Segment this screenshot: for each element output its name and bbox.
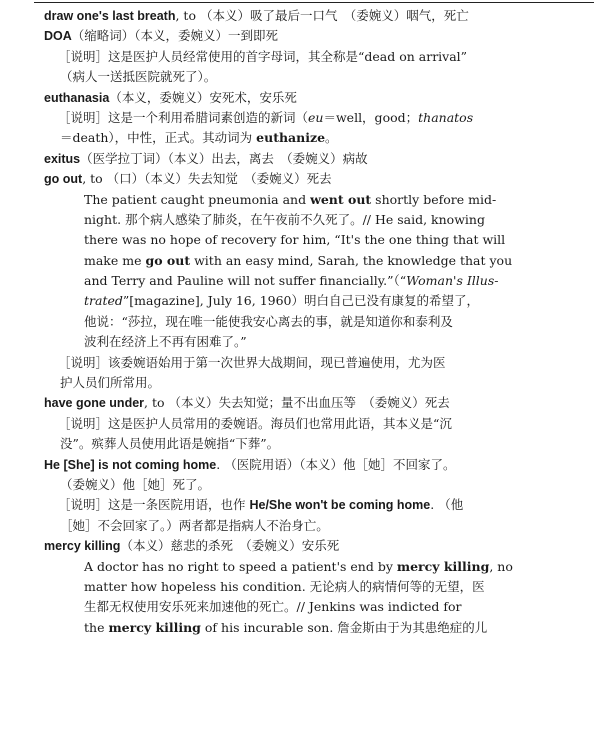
example-line (0, 271, 609, 291)
dictionary-entry (0, 26, 609, 87)
text-segment: of his incurable son. 詹金斯由于为其患绝症的儿 (200, 619, 488, 635)
example-line (0, 230, 609, 250)
example-line (0, 557, 609, 577)
text-segment: , to （本义）吸了最后一口气 （委婉义）咽气，死亡 (175, 8, 469, 23)
example-line (0, 597, 609, 617)
text-segment: night. 那个病人感染了肺炎，在午夜前不久死了。// He said, knowing (84, 211, 485, 227)
text-segment: the (84, 619, 109, 635)
text-segment: ＝death），中性，正式。其动词为 (60, 130, 257, 146)
headword: go out (44, 172, 83, 187)
usage-note-line (0, 414, 609, 434)
italic-term: eu (308, 109, 324, 125)
dictionary-entry (0, 6, 609, 26)
text-segment: ［说明］这是一个利用希腊词素创造的新词（ (58, 109, 309, 125)
text-segment: （委婉义）他［她］死了。 (60, 476, 211, 492)
text-segment: （医学拉丁词）（本义）出去，离去 （委婉义）病故 (80, 150, 368, 166)
example-line (0, 312, 609, 332)
usage-note-line (0, 475, 609, 495)
text-segment: 。 (325, 130, 338, 146)
text-segment: matter how hopeless his condition. 无论病人的病情何等的无望，医 (84, 578, 485, 594)
usage-note-line (0, 128, 609, 148)
dictionary-entry (0, 536, 609, 638)
text-segment: and Terry and Pauline will not suffer financially.”（“ (84, 273, 407, 289)
usage-note-line (0, 353, 609, 373)
text-segment: （本义）慈悲的杀死 （委婉义）安乐死 (120, 538, 340, 554)
text-segment: 护人员们所常用。 (60, 375, 161, 391)
dictionary-entry (0, 169, 609, 393)
text-segment: . （他 (430, 497, 464, 513)
text-segment: make me (84, 252, 146, 268)
bold-term: go out (145, 252, 191, 268)
example-line (0, 210, 609, 230)
example-line (0, 190, 609, 210)
text-segment: 没”。殡葬人员使用此语是婉指“下葬”。 (60, 436, 280, 452)
text-segment: shortly before mid- (371, 191, 497, 207)
dictionary-entry (0, 88, 609, 149)
bold-term: mercy killing (108, 619, 201, 635)
headword: euthanasia (44, 90, 110, 105)
italic-term: trated (84, 293, 123, 309)
dictionary-entry (0, 393, 609, 454)
entries-body (0, 6, 609, 638)
text-segment: A doctor has no right to speed a patient's end by (84, 558, 397, 574)
bold-term: went out (310, 191, 372, 207)
usage-note-line (0, 67, 609, 87)
text-segment: . （医院用语）（本义）他［她］不回家了。 (216, 456, 456, 472)
entry-headline (0, 149, 609, 169)
text-segment: with an easy mind, Sarah, the knowledge that you (190, 252, 513, 268)
text-segment: ”[magazine], July 16, 1960）明白自己已没有康复的希望了， (122, 293, 480, 309)
text-segment: （本义，委婉义）安死术，安乐死 (109, 89, 297, 105)
entry-headline (0, 393, 609, 413)
headword: draw one's last breath (44, 9, 176, 23)
text-segment: The patient caught pneumonia and (84, 191, 311, 207)
bold-term: He/She won't be coming home (249, 498, 431, 513)
text-segment: 他说：“莎拉，现在唯一能使我安心离去的事，就是知道你和泰利及 (84, 313, 453, 329)
dictionary-entry (0, 455, 609, 537)
text-segment: （缩略词）（本义，委婉义）一到即死 (71, 28, 279, 44)
usage-note-line (0, 47, 609, 67)
text-segment: there was no hope of recovery for him, “It's the one thing that will (84, 232, 506, 248)
usage-note-line (0, 434, 609, 454)
running-head (34, 0, 594, 3)
entry-headline (0, 88, 609, 108)
text-segment: , to （本义）失去知觉；量不出血压等 （委婉义）死去 (144, 395, 450, 411)
dictionary-entry (0, 149, 609, 169)
text-segment: ［说明］这是一条医院用语，也作 (58, 497, 250, 513)
text-segment: 生都无权使用安乐死来加速他的死亡。// Jenkins was indicted for (84, 599, 462, 615)
usage-note-line (0, 495, 609, 515)
example-line (0, 332, 609, 352)
example-line (0, 291, 609, 311)
example-line (0, 251, 609, 271)
text-segment: , no (489, 558, 513, 574)
text-segment: ＝well，good； (323, 109, 419, 125)
entry-headline (0, 536, 609, 556)
bold-term: mercy killing (396, 558, 490, 574)
text-segment: , to （口）（本义）失去知觉 （委婉义）死去 (82, 171, 332, 187)
text-segment: 波利在经济上不再有困难了。” (84, 334, 247, 350)
running-head-title (74, 0, 179, 1)
usage-note-line (0, 373, 609, 393)
text-segment: （病人一送抵医院就死了）。 (60, 69, 217, 85)
entry-headline (0, 6, 609, 26)
headword: mercy killing (44, 539, 121, 554)
usage-note-line (0, 108, 609, 128)
text-segment: ［她］不会回家了。）两者都是指病人不治身亡。 (60, 517, 329, 533)
example-line (0, 618, 609, 638)
entry-headline (0, 455, 609, 475)
entry-headline (0, 26, 609, 46)
entry-headline (0, 169, 609, 189)
headword: exitus (44, 151, 81, 166)
usage-note-line (0, 516, 609, 536)
text-segment: ［说明］这是医护人员经常使用的首字母词，其全称是“dead on arrival” (58, 48, 468, 64)
example-line (0, 577, 609, 597)
text-segment: ［说明］这是医护人员常用的委婉语。海员们也常用此语，其本义是“沉 (58, 415, 452, 431)
italic-term: Woman's Illus- (406, 273, 499, 289)
headword: DOA (44, 29, 72, 44)
text-segment: ［说明］该委婉语始用于第一次世界大战期间，现已普遍使用，尤为医 (58, 354, 446, 370)
italic-term: thanatos (418, 109, 474, 125)
page-number (32, 0, 52, 1)
headword: He [She] is not coming home (44, 457, 217, 472)
headword: have gone under (44, 396, 145, 411)
bold-term: euthanize (256, 130, 326, 146)
